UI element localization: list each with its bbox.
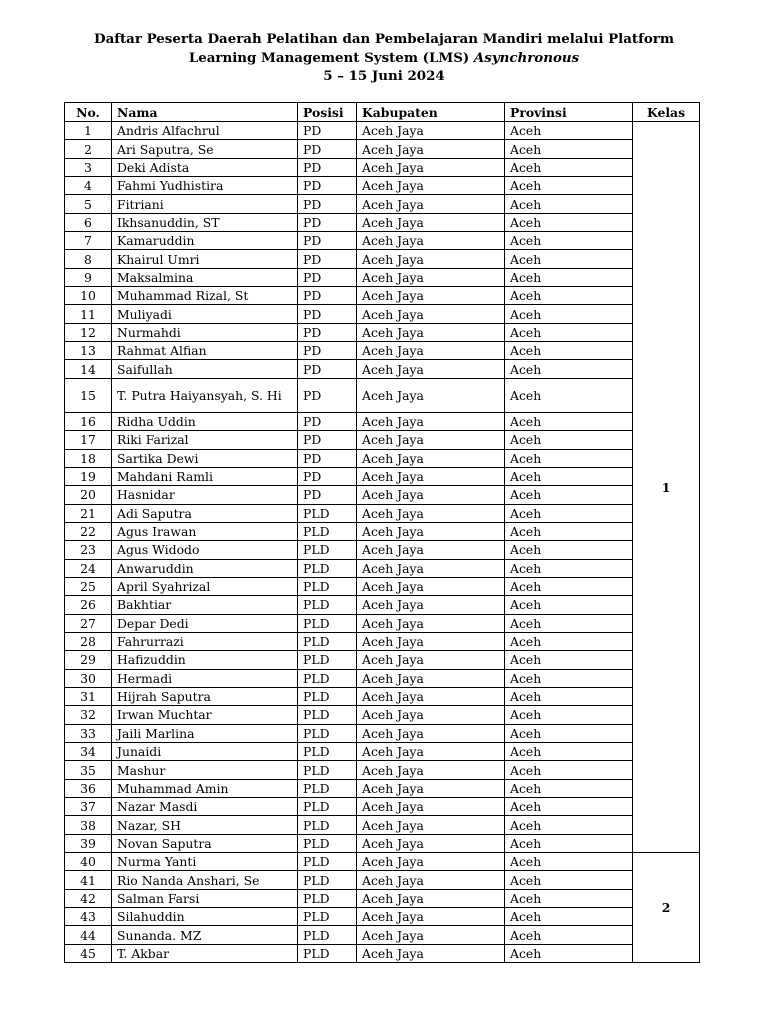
- cell-nama: Nurma Yanti: [112, 853, 298, 871]
- cell-kabupaten: Aceh Jaya: [357, 213, 505, 231]
- cell-no: 8: [65, 250, 112, 268]
- cell-provinsi: Aceh: [505, 632, 633, 650]
- cell-no: 21: [65, 504, 112, 522]
- cell-provinsi: Aceh: [505, 651, 633, 669]
- cell-posisi: PLD: [298, 816, 357, 834]
- cell-kelas: 2: [633, 853, 700, 963]
- cell-posisi: PD: [298, 486, 357, 504]
- cell-no: 36: [65, 779, 112, 797]
- cell-nama: April Syahrizal: [112, 577, 298, 595]
- table-row: [65, 522, 700, 540]
- table-row: [65, 177, 700, 195]
- cell-no: 40: [65, 853, 112, 871]
- cell-provinsi: Aceh: [505, 871, 633, 889]
- cell-kabupaten: Aceh Jaya: [357, 268, 505, 286]
- cell-nama: Muhammad Rizal, St: [112, 287, 298, 305]
- table-row: [65, 724, 700, 742]
- cell-kabupaten: Aceh Jaya: [357, 798, 505, 816]
- cell-posisi: PLD: [298, 706, 357, 724]
- cell-nama: Mashur: [112, 761, 298, 779]
- table-row: [65, 889, 700, 907]
- cell-posisi: PD: [298, 287, 357, 305]
- table-row: [65, 323, 700, 341]
- cell-no: 26: [65, 596, 112, 614]
- cell-no: 11: [65, 305, 112, 323]
- cell-provinsi: Aceh: [505, 724, 633, 742]
- table-row: [65, 287, 700, 305]
- cell-provinsi: Aceh: [505, 743, 633, 761]
- table-row: [65, 761, 700, 779]
- cell-kabupaten: Aceh Jaya: [357, 944, 505, 962]
- cell-posisi: PLD: [298, 761, 357, 779]
- cell-kabupaten: Aceh Jaya: [357, 834, 505, 852]
- cell-nama: Junaidi: [112, 743, 298, 761]
- cell-kabupaten: Aceh Jaya: [357, 504, 505, 522]
- title-line-2-italic: Asynchronous: [473, 49, 580, 66]
- cell-posisi: PD: [298, 268, 357, 286]
- cell-no: 9: [65, 268, 112, 286]
- cell-nama: Khairul Umri: [112, 250, 298, 268]
- table-row: [65, 504, 700, 522]
- cell-nama: Nazar, SH: [112, 816, 298, 834]
- cell-posisi: PD: [298, 177, 357, 195]
- table-row: [65, 449, 700, 467]
- cell-posisi: PLD: [298, 871, 357, 889]
- cell-kabupaten: Aceh Jaya: [357, 177, 505, 195]
- cell-kabupaten: Aceh Jaya: [357, 412, 505, 430]
- cell-kabupaten: Aceh Jaya: [357, 651, 505, 669]
- cell-no: 25: [65, 577, 112, 595]
- cell-kabupaten: Aceh Jaya: [357, 195, 505, 213]
- cell-no: 12: [65, 323, 112, 341]
- cell-provinsi: Aceh: [505, 342, 633, 360]
- header-no: No.: [65, 103, 112, 122]
- cell-nama: Kamaruddin: [112, 232, 298, 250]
- cell-kelas: 1: [633, 122, 700, 853]
- cell-provinsi: Aceh: [505, 467, 633, 485]
- cell-nama: Ridha Uddin: [112, 412, 298, 430]
- cell-provinsi: Aceh: [505, 706, 633, 724]
- cell-no: 27: [65, 614, 112, 632]
- table-row: [65, 486, 700, 504]
- cell-posisi: PLD: [298, 944, 357, 962]
- cell-provinsi: Aceh: [505, 122, 633, 140]
- cell-posisi: PD: [298, 250, 357, 268]
- title-line-2: [0, 49, 768, 68]
- table-row: [65, 431, 700, 449]
- cell-provinsi: Aceh: [505, 596, 633, 614]
- cell-posisi: PLD: [298, 504, 357, 522]
- cell-nama: Adi Saputra: [112, 504, 298, 522]
- table-row: [65, 122, 700, 140]
- header-kelas: Kelas: [633, 103, 700, 122]
- cell-provinsi: Aceh: [505, 378, 633, 412]
- cell-nama: Andris Alfachrul: [112, 122, 298, 140]
- cell-no: 10: [65, 287, 112, 305]
- cell-posisi: PLD: [298, 908, 357, 926]
- cell-posisi: PD: [298, 305, 357, 323]
- title-date-range: 5 – 15 Juni 2024: [323, 68, 445, 84]
- cell-nama: Riki Farizal: [112, 431, 298, 449]
- cell-provinsi: Aceh: [505, 195, 633, 213]
- cell-posisi: PD: [298, 323, 357, 341]
- cell-no: 22: [65, 522, 112, 540]
- cell-kabupaten: Aceh Jaya: [357, 287, 505, 305]
- cell-nama: Nurmahdi: [112, 323, 298, 341]
- cell-provinsi: Aceh: [505, 431, 633, 449]
- table-row: [65, 140, 700, 158]
- cell-no: 41: [65, 871, 112, 889]
- cell-no: 37: [65, 798, 112, 816]
- cell-nama: Hasnidar: [112, 486, 298, 504]
- table-row: [65, 743, 700, 761]
- header-provinsi: Provinsi: [505, 103, 633, 122]
- cell-no: 17: [65, 431, 112, 449]
- cell-nama: Maksalmina: [112, 268, 298, 286]
- cell-provinsi: Aceh: [505, 779, 633, 797]
- cell-posisi: PLD: [298, 834, 357, 852]
- cell-provinsi: Aceh: [505, 213, 633, 231]
- cell-kabupaten: Aceh Jaya: [357, 449, 505, 467]
- header-posisi: Posisi: [298, 103, 357, 122]
- cell-provinsi: Aceh: [505, 449, 633, 467]
- cell-provinsi: Aceh: [505, 412, 633, 430]
- cell-posisi: PD: [298, 431, 357, 449]
- cell-kabupaten: Aceh Jaya: [357, 122, 505, 140]
- cell-posisi: PD: [298, 140, 357, 158]
- cell-posisi: PD: [298, 467, 357, 485]
- cell-provinsi: Aceh: [505, 944, 633, 962]
- cell-kabupaten: Aceh Jaya: [357, 926, 505, 944]
- cell-nama: Silahuddin: [112, 908, 298, 926]
- cell-kabupaten: Aceh Jaya: [357, 706, 505, 724]
- cell-nama: Mahdani Ramli: [112, 467, 298, 485]
- cell-posisi: PLD: [298, 798, 357, 816]
- cell-no: 16: [65, 412, 112, 430]
- cell-posisi: PD: [298, 232, 357, 250]
- table-row: [65, 596, 700, 614]
- cell-nama: T. Putra Haiyansyah, S. Hi: [112, 378, 298, 412]
- table-body: [65, 122, 700, 963]
- cell-kabupaten: Aceh Jaya: [357, 687, 505, 705]
- cell-posisi: PD: [298, 158, 357, 176]
- cell-posisi: PLD: [298, 669, 357, 687]
- table-row: [65, 632, 700, 650]
- cell-provinsi: Aceh: [505, 687, 633, 705]
- cell-posisi: PD: [298, 213, 357, 231]
- cell-provinsi: Aceh: [505, 761, 633, 779]
- cell-no: 7: [65, 232, 112, 250]
- cell-kabupaten: Aceh Jaya: [357, 853, 505, 871]
- table-row: [65, 853, 700, 871]
- cell-provinsi: Aceh: [505, 177, 633, 195]
- cell-nama: Hafizuddin: [112, 651, 298, 669]
- cell-nama: T. Akbar: [112, 944, 298, 962]
- cell-kabupaten: Aceh Jaya: [357, 378, 505, 412]
- cell-posisi: PLD: [298, 779, 357, 797]
- table-row: [65, 651, 700, 669]
- cell-no: 28: [65, 632, 112, 650]
- cell-no: 34: [65, 743, 112, 761]
- cell-no: 45: [65, 944, 112, 962]
- cell-kabupaten: Aceh Jaya: [357, 342, 505, 360]
- cell-kabupaten: Aceh Jaya: [357, 761, 505, 779]
- cell-posisi: PD: [298, 195, 357, 213]
- cell-provinsi: Aceh: [505, 268, 633, 286]
- cell-kabupaten: Aceh Jaya: [357, 522, 505, 540]
- table-row: [65, 250, 700, 268]
- cell-nama: Salman Farsi: [112, 889, 298, 907]
- cell-posisi: PD: [298, 360, 357, 378]
- table-row: [65, 577, 700, 595]
- cell-nama: Irwan Muchtar: [112, 706, 298, 724]
- cell-posisi: PD: [298, 412, 357, 430]
- table-header-row: [65, 103, 700, 122]
- table-row: [65, 467, 700, 485]
- cell-nama: Rio Nanda Anshari, Se: [112, 871, 298, 889]
- cell-no: 5: [65, 195, 112, 213]
- cell-no: 13: [65, 342, 112, 360]
- cell-no: 39: [65, 834, 112, 852]
- cell-provinsi: Aceh: [505, 287, 633, 305]
- cell-no: 24: [65, 559, 112, 577]
- cell-posisi: PLD: [298, 724, 357, 742]
- cell-kabupaten: Aceh Jaya: [357, 614, 505, 632]
- cell-provinsi: Aceh: [505, 360, 633, 378]
- cell-provinsi: Aceh: [505, 504, 633, 522]
- table-row: [65, 798, 700, 816]
- cell-provinsi: Aceh: [505, 305, 633, 323]
- table-row: [65, 378, 700, 412]
- cell-posisi: PD: [298, 342, 357, 360]
- table-row: [65, 706, 700, 724]
- table-row: [65, 614, 700, 632]
- cell-no: 6: [65, 213, 112, 231]
- cell-provinsi: Aceh: [505, 323, 633, 341]
- cell-no: 3: [65, 158, 112, 176]
- cell-kabupaten: Aceh Jaya: [357, 360, 505, 378]
- cell-posisi: PLD: [298, 853, 357, 871]
- cell-no: 31: [65, 687, 112, 705]
- cell-provinsi: Aceh: [505, 541, 633, 559]
- cell-posisi: PLD: [298, 743, 357, 761]
- cell-kabupaten: Aceh Jaya: [357, 908, 505, 926]
- cell-kabupaten: Aceh Jaya: [357, 541, 505, 559]
- table-row: [65, 213, 700, 231]
- cell-no: 44: [65, 926, 112, 944]
- cell-no: 4: [65, 177, 112, 195]
- cell-nama: Agus Irawan: [112, 522, 298, 540]
- table-row: [65, 779, 700, 797]
- cell-provinsi: Aceh: [505, 834, 633, 852]
- table-row: [65, 268, 700, 286]
- cell-posisi: PLD: [298, 926, 357, 944]
- title-line-1: Daftar Peserta Daerah Pelatihan dan Pembelajaran Mandiri melalui Platform: [93, 31, 675, 47]
- cell-kabupaten: Aceh Jaya: [357, 559, 505, 577]
- cell-provinsi: Aceh: [505, 669, 633, 687]
- cell-provinsi: Aceh: [505, 816, 633, 834]
- cell-nama: Anwaruddin: [112, 559, 298, 577]
- cell-provinsi: Aceh: [505, 926, 633, 944]
- cell-provinsi: Aceh: [505, 522, 633, 540]
- cell-no: 19: [65, 467, 112, 485]
- cell-nama: Fahmi Yudhistira: [112, 177, 298, 195]
- table-row: [65, 360, 700, 378]
- cell-provinsi: Aceh: [505, 232, 633, 250]
- cell-nama: Hermadi: [112, 669, 298, 687]
- cell-provinsi: Aceh: [505, 140, 633, 158]
- table-row: [65, 687, 700, 705]
- cell-nama: Novan Saputra: [112, 834, 298, 852]
- cell-nama: Deki Adista: [112, 158, 298, 176]
- cell-kabupaten: Aceh Jaya: [357, 431, 505, 449]
- cell-provinsi: Aceh: [505, 250, 633, 268]
- cell-nama: Fahrurrazi: [112, 632, 298, 650]
- cell-kabupaten: Aceh Jaya: [357, 724, 505, 742]
- cell-nama: Nazar Masdi: [112, 798, 298, 816]
- cell-posisi: PLD: [298, 651, 357, 669]
- cell-no: 2: [65, 140, 112, 158]
- table-row: [65, 559, 700, 577]
- cell-nama: Ari Saputra, Se: [112, 140, 298, 158]
- cell-provinsi: Aceh: [505, 486, 633, 504]
- cell-kabupaten: Aceh Jaya: [357, 577, 505, 595]
- cell-nama: Rahmat Alfian: [112, 342, 298, 360]
- cell-no: 15: [65, 378, 112, 412]
- cell-posisi: PLD: [298, 596, 357, 614]
- document-title: [0, 30, 768, 86]
- cell-kabupaten: Aceh Jaya: [357, 816, 505, 834]
- title-line-2-main: Learning Management System (LMS): [188, 49, 474, 66]
- cell-nama: Agus Widodo: [112, 541, 298, 559]
- cell-kabupaten: Aceh Jaya: [357, 467, 505, 485]
- cell-no: 35: [65, 761, 112, 779]
- cell-nama: Muliyadi: [112, 305, 298, 323]
- cell-kabupaten: Aceh Jaya: [357, 596, 505, 614]
- table-row: [65, 232, 700, 250]
- cell-posisi: PD: [298, 122, 357, 140]
- cell-kabupaten: Aceh Jaya: [357, 305, 505, 323]
- cell-posisi: PLD: [298, 687, 357, 705]
- table-row: [65, 412, 700, 430]
- cell-posisi: PD: [298, 378, 357, 412]
- cell-kabupaten: Aceh Jaya: [357, 871, 505, 889]
- table-row: [65, 834, 700, 852]
- cell-nama: Hijrah Saputra: [112, 687, 298, 705]
- cell-nama: Sartika Dewi: [112, 449, 298, 467]
- cell-posisi: PLD: [298, 559, 357, 577]
- cell-kabupaten: Aceh Jaya: [357, 158, 505, 176]
- table-row: [65, 158, 700, 176]
- cell-no: 1: [65, 122, 112, 140]
- cell-kabupaten: Aceh Jaya: [357, 779, 505, 797]
- table-row: [65, 908, 700, 926]
- cell-nama: Bakhtiar: [112, 596, 298, 614]
- table-row: [65, 926, 700, 944]
- table-row: [65, 541, 700, 559]
- header-nama: Nama: [112, 103, 298, 122]
- cell-nama: Depar Dedi: [112, 614, 298, 632]
- cell-nama: Muhammad Amin: [112, 779, 298, 797]
- cell-kabupaten: Aceh Jaya: [357, 232, 505, 250]
- cell-provinsi: Aceh: [505, 614, 633, 632]
- cell-no: 29: [65, 651, 112, 669]
- cell-kabupaten: Aceh Jaya: [357, 250, 505, 268]
- table-row: [65, 342, 700, 360]
- cell-posisi: PLD: [298, 522, 357, 540]
- cell-kabupaten: Aceh Jaya: [357, 323, 505, 341]
- cell-no: 20: [65, 486, 112, 504]
- cell-kabupaten: Aceh Jaya: [357, 486, 505, 504]
- cell-kabupaten: Aceh Jaya: [357, 889, 505, 907]
- cell-nama: Jaili Marlina: [112, 724, 298, 742]
- cell-provinsi: Aceh: [505, 798, 633, 816]
- table-row: [65, 195, 700, 213]
- table-row: [65, 816, 700, 834]
- cell-kabupaten: Aceh Jaya: [357, 140, 505, 158]
- cell-no: 42: [65, 889, 112, 907]
- table-row: [65, 669, 700, 687]
- cell-no: 18: [65, 449, 112, 467]
- cell-nama: Fitriani: [112, 195, 298, 213]
- cell-provinsi: Aceh: [505, 853, 633, 871]
- cell-no: 14: [65, 360, 112, 378]
- cell-no: 33: [65, 724, 112, 742]
- table-row: [65, 944, 700, 962]
- cell-provinsi: Aceh: [505, 908, 633, 926]
- cell-provinsi: Aceh: [505, 559, 633, 577]
- cell-provinsi: Aceh: [505, 889, 633, 907]
- participant-table: [64, 102, 700, 963]
- cell-provinsi: Aceh: [505, 158, 633, 176]
- cell-no: 32: [65, 706, 112, 724]
- cell-posisi: PLD: [298, 577, 357, 595]
- header-kabupaten: Kabupaten: [357, 103, 505, 122]
- cell-posisi: PLD: [298, 614, 357, 632]
- cell-kabupaten: Aceh Jaya: [357, 632, 505, 650]
- cell-nama: Saifullah: [112, 360, 298, 378]
- cell-nama: Ikhsanuddin, ST: [112, 213, 298, 231]
- cell-nama: Sunanda. MZ: [112, 926, 298, 944]
- cell-no: 23: [65, 541, 112, 559]
- cell-kabupaten: Aceh Jaya: [357, 743, 505, 761]
- cell-posisi: PLD: [298, 632, 357, 650]
- table-row: [65, 871, 700, 889]
- cell-kabupaten: Aceh Jaya: [357, 669, 505, 687]
- cell-posisi: PLD: [298, 541, 357, 559]
- cell-posisi: PLD: [298, 889, 357, 907]
- cell-no: 43: [65, 908, 112, 926]
- cell-no: 38: [65, 816, 112, 834]
- cell-provinsi: Aceh: [505, 577, 633, 595]
- cell-no: 30: [65, 669, 112, 687]
- cell-posisi: PD: [298, 449, 357, 467]
- table-row: [65, 305, 700, 323]
